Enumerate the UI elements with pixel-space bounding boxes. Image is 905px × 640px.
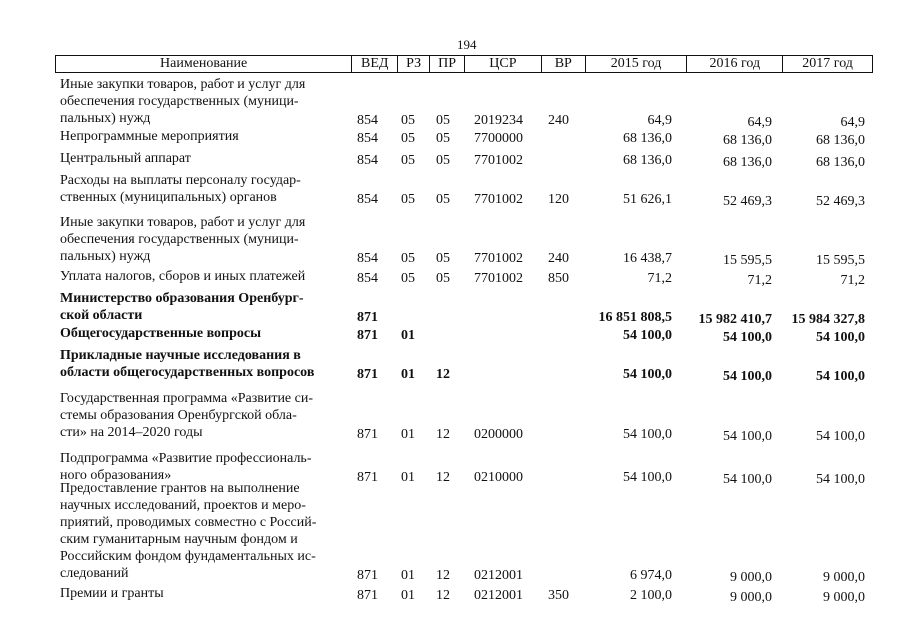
row-pr: 05 <box>436 153 450 168</box>
row-name-line: области общегосударственных вопросов <box>60 365 315 380</box>
row-value-2015: 54 100,0 <box>623 328 672 343</box>
row-value-2016: 68 136,0 <box>723 155 772 170</box>
row-value-2016: 54 100,0 <box>723 369 772 384</box>
row-value-2015: 54 100,0 <box>623 367 672 382</box>
row-name-line: Центральный аппарат <box>60 151 191 166</box>
row-pr: 05 <box>436 251 450 266</box>
row-value-2017: 68 136,0 <box>816 155 865 170</box>
col-rz-header: РЗ <box>398 56 430 72</box>
row-value-2016: 68 136,0 <box>723 133 772 148</box>
row-value-2017: 9 000,0 <box>823 590 865 605</box>
row-csr: 0212001 <box>474 568 523 583</box>
row-name-line: Премии и гранты <box>60 586 164 601</box>
row-pr: 12 <box>436 568 450 583</box>
row-value-2016: 15 595,5 <box>723 253 772 268</box>
row-value-2016: 9 000,0 <box>730 570 772 585</box>
row-name-line: Прикладные научные исследования в <box>60 348 301 363</box>
row-value-2015: 68 136,0 <box>623 153 672 168</box>
row-value-2016: 52 469,3 <box>723 194 772 209</box>
row-ved: 854 <box>357 131 378 146</box>
row-ved: 871 <box>357 328 378 343</box>
row-value-2015: 51 626,1 <box>623 192 672 207</box>
row-vr: 240 <box>548 113 569 128</box>
row-ved: 871 <box>357 427 378 442</box>
row-pr: 05 <box>436 192 450 207</box>
row-name-line: ским гуманитарным научным фондом и <box>60 532 298 547</box>
row-name-line: обеспечения государственных (муници- <box>60 232 299 247</box>
row-value-2015: 71,2 <box>647 271 672 286</box>
col-name-header: Наименование <box>56 56 352 72</box>
row-value-2017: 15 984 327,8 <box>791 312 865 327</box>
row-csr: 7700000 <box>474 131 523 146</box>
row-value-2015: 16 851 808,5 <box>598 310 672 325</box>
row-csr: 7701002 <box>474 251 523 266</box>
row-value-2016: 71,2 <box>747 273 772 288</box>
row-pr: 05 <box>436 271 450 286</box>
row-vr: 120 <box>548 192 569 207</box>
row-value-2017: 68 136,0 <box>816 133 865 148</box>
row-value-2017: 54 100,0 <box>816 429 865 444</box>
row-value-2016: 15 982 410,7 <box>698 312 772 327</box>
row-name-line: Непрограммные мероприятия <box>60 129 239 144</box>
row-name <box>60 450 350 484</box>
row-pr: 05 <box>436 113 450 128</box>
row-name-line: стемы образования Оренбургской обла- <box>60 408 297 423</box>
row-name-line: Иные закупки товаров, работ и услуг для <box>60 215 306 230</box>
row-rz: 01 <box>401 328 415 343</box>
row-name-line: Подпрограмма «Развитие профессиональ- <box>60 451 312 466</box>
row-name <box>60 585 350 602</box>
row-value-2015: 64,9 <box>647 113 672 128</box>
row-csr: 2019234 <box>474 113 523 128</box>
col-2015-header: 2015 год <box>586 56 688 72</box>
row-name <box>60 480 350 582</box>
col-2016-header: 2016 год <box>687 56 783 72</box>
row-rz: 01 <box>401 568 415 583</box>
row-name-line: научных исследований, проектов и меро- <box>60 498 306 513</box>
row-pr: 12 <box>436 588 450 603</box>
row-pr: 12 <box>436 470 450 485</box>
row-value-2017: 15 595,5 <box>816 253 865 268</box>
row-name <box>60 150 350 167</box>
col-csr-header: ЦСР <box>465 56 542 72</box>
col-2017-header: 2017 год <box>802 56 853 71</box>
row-name <box>60 290 350 324</box>
row-ved: 871 <box>357 310 378 325</box>
row-csr: 0200000 <box>474 427 523 442</box>
row-rz: 01 <box>401 367 415 382</box>
row-vr: 240 <box>548 251 569 266</box>
row-name-line: сти» на 2014–2020 годы <box>60 425 203 440</box>
row-name <box>60 172 350 206</box>
row-name-line: Государственная программа «Развитие си- <box>60 391 314 406</box>
row-name-line: Предоставление грантов на выполнение <box>60 481 300 496</box>
row-name <box>60 214 350 265</box>
row-name-line: Расходы на выплаты персоналу государ- <box>60 173 301 188</box>
row-value-2015: 16 438,7 <box>623 251 672 266</box>
row-rz: 01 <box>401 588 415 603</box>
row-value-2016: 54 100,0 <box>723 429 772 444</box>
row-csr: 7701002 <box>474 153 523 168</box>
row-value-2017: 54 100,0 <box>816 369 865 384</box>
row-ved: 854 <box>357 251 378 266</box>
row-name-line: ской области <box>60 308 143 323</box>
row-rz: 01 <box>401 427 415 442</box>
row-value-2016: 54 100,0 <box>723 330 772 345</box>
row-name-line: пальных) нужд <box>60 249 151 264</box>
page-number: 194 <box>457 37 477 52</box>
row-name <box>60 268 350 285</box>
row-value-2017: 9 000,0 <box>823 570 865 585</box>
row-name-line: Министерство образования Оренбург- <box>60 291 304 306</box>
row-value-2017: 64,9 <box>840 115 865 130</box>
row-value-2017: 52 469,3 <box>816 194 865 209</box>
row-name-line: ственных (муниципальных) органов <box>60 190 277 205</box>
row-name <box>60 128 350 145</box>
row-value-2016: 54 100,0 <box>723 472 772 487</box>
col-pr-header: ПР <box>430 56 465 72</box>
row-rz: 05 <box>401 113 415 128</box>
row-value-2015: 68 136,0 <box>623 131 672 146</box>
row-csr: 0212001 <box>474 588 523 603</box>
row-ved: 871 <box>357 367 378 382</box>
row-name-line: Уплата налогов, сборов и иных платежей <box>60 269 306 284</box>
row-value-2017: 54 100,0 <box>816 472 865 487</box>
row-rz: 05 <box>401 192 415 207</box>
row-pr: 05 <box>436 131 450 146</box>
row-value-2016: 64,9 <box>747 115 772 130</box>
row-name <box>60 76 350 127</box>
row-name <box>60 347 350 381</box>
row-name-line: Общегосударственные вопросы <box>60 326 262 341</box>
row-pr: 12 <box>436 367 450 382</box>
row-rz: 05 <box>401 251 415 266</box>
row-rz: 05 <box>401 153 415 168</box>
row-csr: 7701002 <box>474 271 523 286</box>
row-csr: 0210000 <box>474 470 523 485</box>
row-name-line: обеспечения государственных (муници- <box>60 94 299 109</box>
row-rz: 05 <box>401 131 415 146</box>
row-vr: 850 <box>548 271 569 286</box>
row-name-line: приятий, проводимых совместно с Россий- <box>60 515 317 530</box>
row-pr: 12 <box>436 427 450 442</box>
row-name-line: пальных) нужд <box>60 111 151 126</box>
row-ved: 871 <box>357 588 378 603</box>
row-ved: 854 <box>357 113 378 128</box>
row-vr: 350 <box>548 588 569 603</box>
row-value-2017: 71,2 <box>840 273 865 288</box>
row-name-line: ного образования» <box>60 468 172 483</box>
row-name <box>60 390 350 441</box>
row-name-line: Иные закупки товаров, работ и услуг для <box>60 77 306 92</box>
row-name-line: следований <box>60 566 129 581</box>
row-value-2015: 54 100,0 <box>623 470 672 485</box>
row-value-2017: 54 100,0 <box>816 330 865 345</box>
row-ved: 854 <box>357 153 378 168</box>
row-csr: 7701002 <box>474 192 523 207</box>
row-value-2016: 9 000,0 <box>730 590 772 605</box>
row-rz: 05 <box>401 271 415 286</box>
row-rz: 01 <box>401 470 415 485</box>
row-value-2015: 2 100,0 <box>630 588 672 603</box>
row-ved: 871 <box>357 470 378 485</box>
col-ved-header: ВЕД <box>352 56 398 72</box>
col-vr-header: ВР <box>542 56 586 72</box>
row-name-line: Российским фондом фундаментальных ис- <box>60 549 316 564</box>
row-ved: 871 <box>357 568 378 583</box>
row-value-2015: 54 100,0 <box>623 427 672 442</box>
row-ved: 854 <box>357 271 378 286</box>
row-name <box>60 325 350 342</box>
row-value-2015: 6 974,0 <box>630 568 672 583</box>
row-ved: 854 <box>357 192 378 207</box>
